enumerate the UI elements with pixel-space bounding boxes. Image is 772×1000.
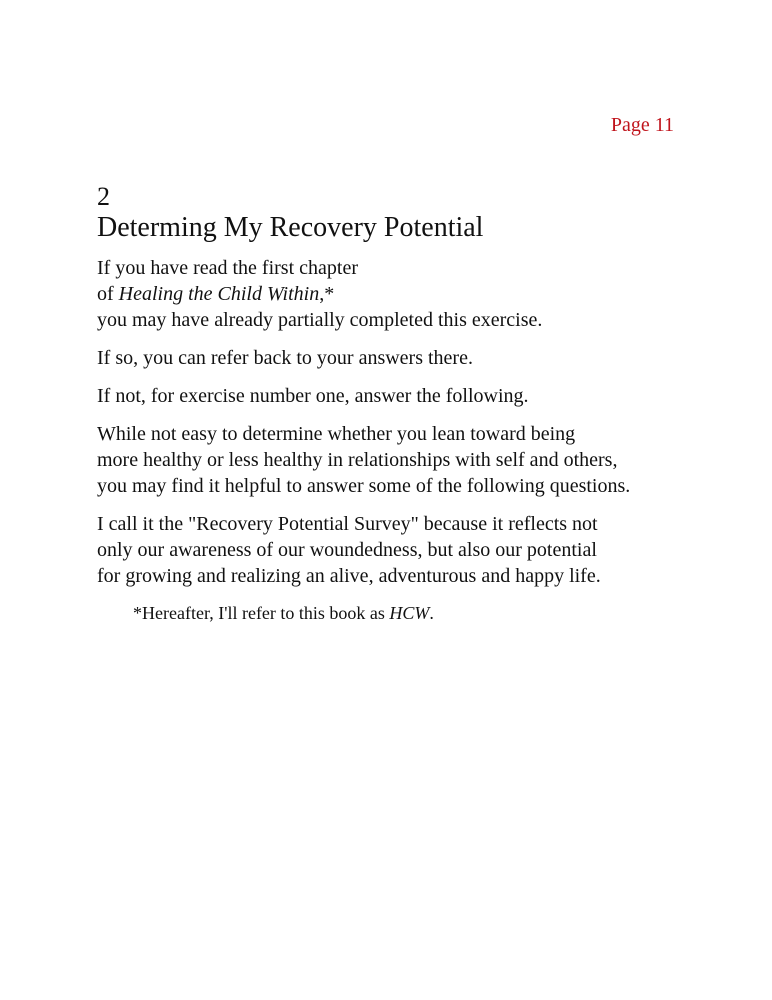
document-body	[97, 183, 697, 625]
paragraph-line: While not easy to determine whether you lean toward being	[97, 423, 576, 445]
book-title: Healing the Child Within	[118, 283, 320, 305]
paragraph-line: more healthy or less healthy in relationships with self and others,	[97, 449, 618, 471]
footnote: *Hereafter, I'll refer to this book as HCW.	[133, 603, 434, 623]
paragraph-exercise-one: If not, for exercise number one, answer the following.	[97, 385, 529, 407]
page-number: Page 11	[610, 114, 674, 136]
paragraph-line: you may have already partially completed this exercise.	[97, 309, 543, 331]
paragraph-intro	[97, 255, 697, 333]
chapter-number: 2	[97, 182, 110, 211]
paragraph-line: I call it the "Recovery Potential Survey" because it reflects not	[97, 513, 598, 535]
chapter-title: Determing My Recovery Potential	[97, 212, 484, 243]
paragraph-line: you may find it helpful to answer some of the following questions.	[97, 475, 631, 497]
paragraph-line: for growing and realizing an alive, adventurous and happy life.	[97, 565, 601, 587]
paragraph-determine	[97, 421, 697, 499]
footnote-abbreviation: HCW	[389, 603, 430, 623]
paragraph-line: of Healing the Child Within,*	[97, 283, 335, 305]
paragraph-line: only our awareness of our woundedness, but also our potential	[97, 539, 597, 561]
paragraph-line: If you have read the first chapter	[97, 257, 358, 279]
paragraph-refer-back: If so, you can refer back to your answers there.	[97, 347, 473, 369]
paragraph-survey	[97, 511, 697, 589]
